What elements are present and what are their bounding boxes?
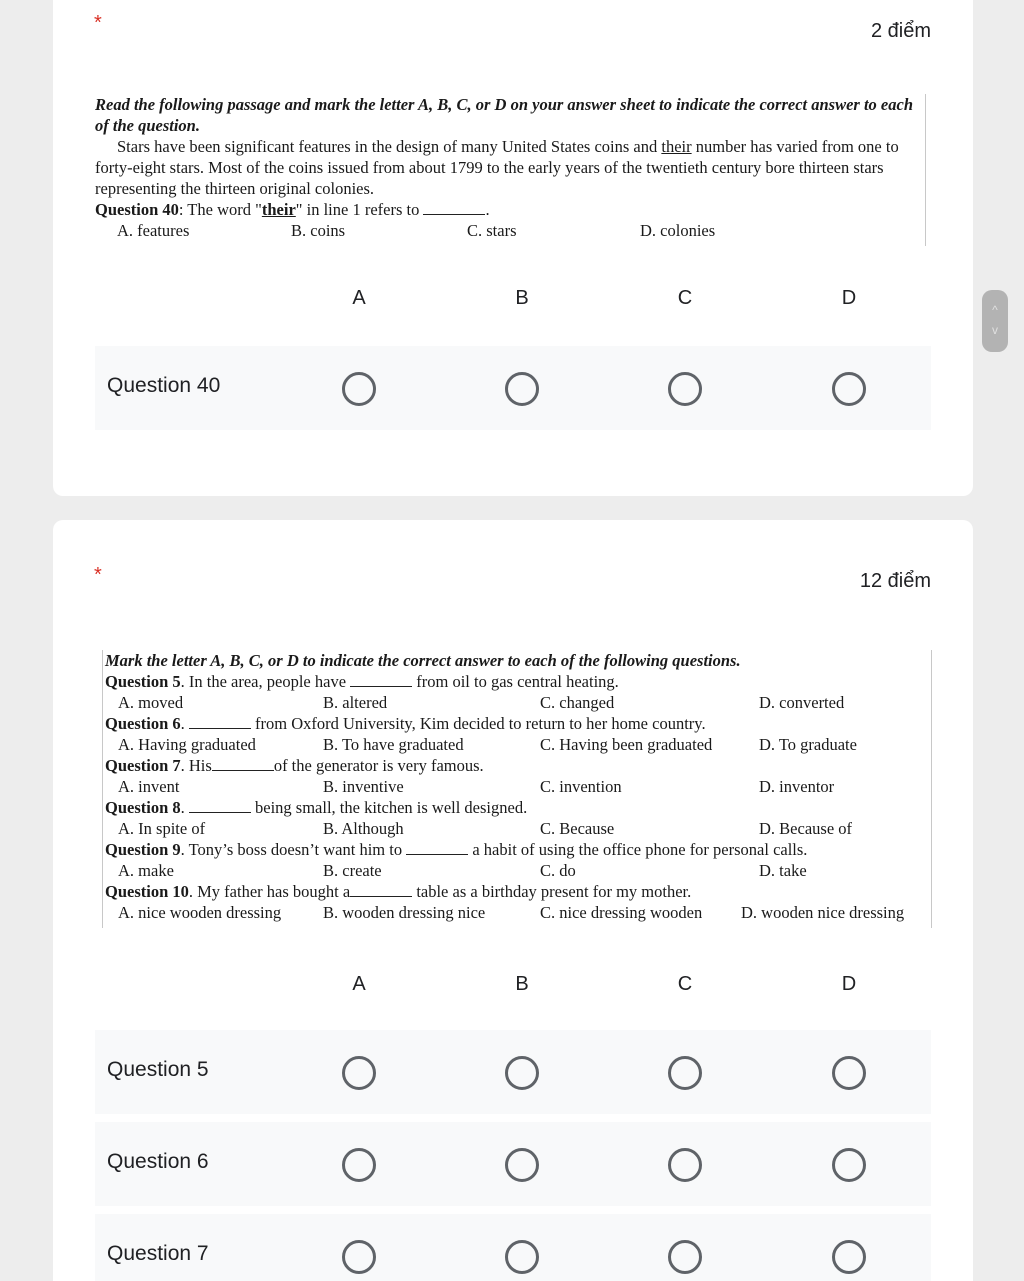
required-mark: * (94, 564, 102, 586)
question-6-line (105, 713, 931, 734)
scrollbar-handle[interactable] (982, 290, 1008, 352)
question-underlined: their (261, 200, 296, 219)
option-b: B. inventive (323, 777, 404, 796)
column-b: B (515, 287, 529, 309)
blank-line (406, 840, 468, 855)
question-7-line (105, 755, 931, 776)
question-text: of the generator is very famous. (273, 756, 484, 775)
radio-option-a[interactable] (342, 1056, 376, 1090)
option-b: B. create (323, 861, 382, 880)
row-label: Question 5 (107, 1058, 209, 1081)
column-c: C (677, 973, 693, 995)
points-label: 12 điểm (859, 570, 931, 592)
question-label: Question 6 (105, 714, 181, 733)
blank-line (423, 200, 485, 215)
column-a: A (352, 287, 366, 309)
column-d: D (841, 973, 857, 995)
question-9-options (105, 860, 931, 881)
grid-row-question-7 (95, 1214, 931, 1281)
option-c: C. nice dressing wooden (540, 903, 703, 922)
radio-option-a[interactable] (342, 1240, 376, 1274)
question-9-line (105, 839, 931, 860)
option-c: C. changed (540, 693, 615, 712)
question-text: being small, the kitchen is well designed. (255, 798, 528, 817)
radio-option-d[interactable] (832, 1240, 866, 1274)
option-b: B. altered (323, 693, 388, 712)
chevron-down-icon[interactable]: v (992, 323, 998, 337)
radio-option-b[interactable] (505, 372, 539, 406)
option-d: D. Because of (759, 819, 853, 838)
blank-line (189, 714, 251, 729)
radio-option-d[interactable] (832, 372, 866, 406)
points-label: 2 điểm (870, 20, 931, 42)
option-d: D. inventor (759, 777, 835, 796)
question-10-options (105, 902, 931, 923)
row-label: Question 6 (107, 1150, 209, 1173)
option-d: D. converted (759, 693, 845, 712)
question-label: Question 7 (105, 756, 181, 775)
question-end: . (485, 200, 490, 219)
question-label: Question 9 (105, 840, 181, 859)
column-b: B (515, 973, 529, 995)
blank-line (189, 798, 251, 813)
passage-part: number has varied from one to forty-eight stars. Most of the coins issued from about 1799 to the early years of the twentieth century bore thirteen stars representing the thirteen original colonies. (95, 137, 899, 198)
option-d: D. colonies (640, 221, 716, 240)
radio-option-a[interactable] (342, 1148, 376, 1182)
question-5-options (105, 692, 931, 713)
option-c: C. stars (467, 221, 517, 240)
question-text: . (180, 714, 185, 733)
question-text: " in line 1 refers to (295, 200, 420, 219)
option-c: C. Having been graduated (540, 735, 713, 754)
radio-option-b[interactable] (505, 1056, 539, 1090)
question-image (102, 650, 932, 928)
column-d: D (841, 287, 857, 309)
question-10-line (105, 881, 931, 902)
option-a: A. invent (118, 777, 180, 796)
radio-option-d[interactable] (832, 1148, 866, 1182)
row-label: Question 40 (107, 374, 221, 397)
question-text: . (180, 798, 185, 817)
option-d: D. To graduate (759, 735, 857, 754)
option-a: A. make (118, 861, 174, 880)
required-mark: * (94, 12, 102, 34)
question-text: . Tony’s boss doesn’t want him to (180, 840, 403, 859)
column-c: C (677, 287, 693, 309)
option-d: D. take (759, 861, 807, 880)
passage-part: Stars have been significant features in the design of many United States coins and (117, 137, 662, 156)
option-a: A. In spite of (118, 819, 206, 838)
option-a: A. moved (118, 693, 184, 712)
column-a: A (352, 973, 366, 995)
grid-row-question-5 (95, 1030, 931, 1114)
radio-option-c[interactable] (668, 1148, 702, 1182)
option-a: A. nice wooden dressing (118, 903, 282, 922)
grid-header (53, 287, 973, 317)
question-label: Question 8 (105, 798, 181, 817)
question-text: from Oxford University, Kim decided to return to her home country. (255, 714, 706, 733)
question-label: Question 5 (105, 672, 181, 691)
question-text: table as a birthday present for my mother. (416, 882, 692, 901)
question-8-options (105, 818, 931, 839)
question-8-line (105, 797, 931, 818)
blank-line (350, 882, 412, 897)
instruction-text: Read the following passage and mark the letter A, B, C, or D on your answer sheet to indicate the correct answer to each of the question. (95, 95, 914, 135)
option-b: B. wooden dressing nice (323, 903, 486, 922)
question-card-40 (53, 0, 973, 496)
grid-row-question-6 (95, 1122, 931, 1206)
question-image (95, 94, 926, 246)
question-text: . In the area, people have (180, 672, 347, 691)
chevron-up-icon[interactable]: ^ (992, 303, 998, 317)
radio-option-c[interactable] (668, 1240, 702, 1274)
question-label: Question 10 (105, 882, 189, 901)
radio-option-d[interactable] (832, 1056, 866, 1090)
radio-option-c[interactable] (668, 1056, 702, 1090)
option-a: A. features (117, 221, 190, 240)
blank-line (350, 672, 412, 687)
question-5-line (105, 671, 931, 692)
options-line (95, 220, 925, 241)
question-6-options (105, 734, 931, 755)
row-label: Question 7 (107, 1242, 209, 1265)
question-card-5-10 (53, 520, 973, 1281)
option-c: C. Because (540, 819, 615, 838)
question-text: . His (180, 756, 212, 775)
question-text: from oil to gas central heating. (416, 672, 619, 691)
grid-header (53, 973, 973, 1003)
option-c: C. invention (540, 777, 622, 796)
question-text: . My father has bought a (188, 882, 351, 901)
option-a: A. Having graduated (118, 735, 256, 754)
option-b: B. coins (291, 221, 346, 240)
question-7-options (105, 776, 931, 797)
radio-option-b[interactable] (505, 1148, 539, 1182)
blank-line (212, 756, 274, 771)
option-c: C. do (540, 861, 576, 880)
grid-row-question-40 (95, 346, 931, 430)
option-b: B. Although (323, 819, 404, 838)
radio-option-a[interactable] (342, 372, 376, 406)
radio-option-b[interactable] (505, 1240, 539, 1274)
passage-underlined: their (661, 137, 692, 156)
question-label: Question 40 (95, 200, 179, 219)
question-text: a habit of using the office phone for personal calls. (472, 840, 808, 859)
radio-option-c[interactable] (668, 372, 702, 406)
passage-text (95, 136, 925, 199)
option-b: B. To have graduated (323, 735, 464, 754)
question-text: : The word " (178, 200, 262, 219)
instruction-text: Mark the letter A, B, C, or D to indicate the correct answer to each of the following questions. (105, 651, 741, 670)
option-d: D. wooden nice dressing (741, 903, 905, 922)
question-line (95, 199, 925, 220)
